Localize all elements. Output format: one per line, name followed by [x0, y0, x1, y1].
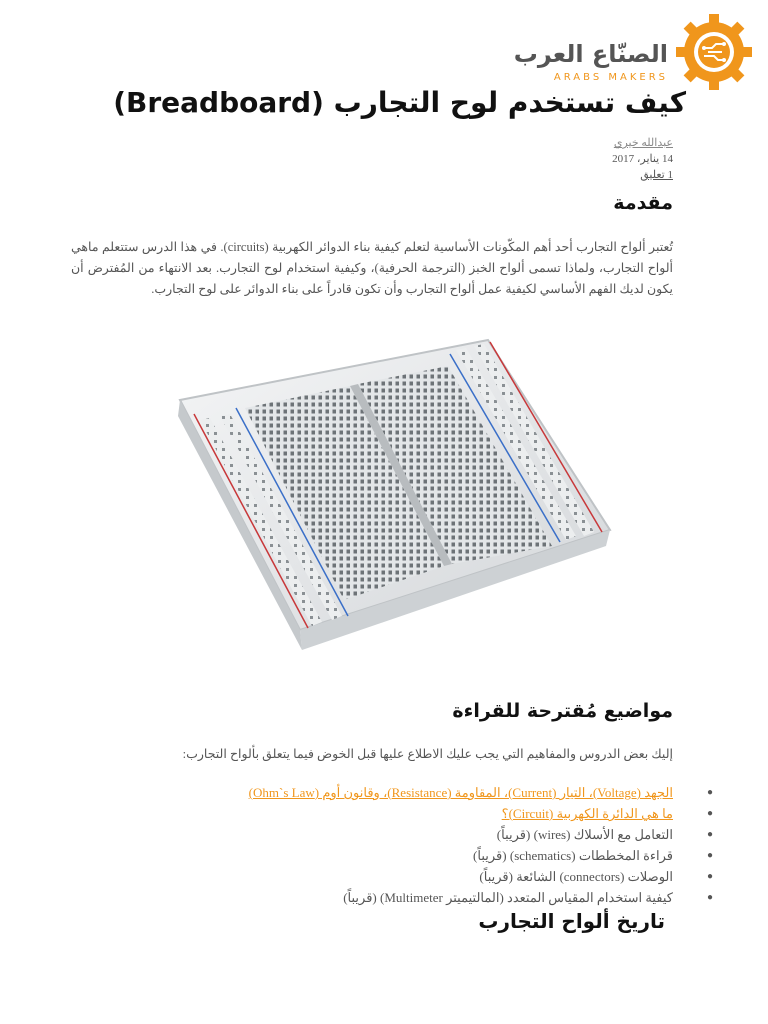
list-item: [113, 887, 713, 908]
bullet-icon: ●: [706, 829, 713, 840]
bullet-icon: ●: [706, 787, 713, 798]
list-item-text[interactable]: الجهد (Voltage)، التيار (Current)، المقاومة (Resistance)، وقانون أوم (Ohm`s Law): [248, 785, 673, 800]
list-item: [113, 824, 713, 845]
bullet-icon: ●: [706, 871, 713, 882]
list-item-text: كيفية استخدام المقياس المتعدد (المالتيميتر Multimeter) (قريباً): [343, 890, 673, 905]
logo-name-arabic: الصنّاع العرب: [513, 40, 668, 68]
list-item: [113, 845, 713, 866]
list-item-text[interactable]: ما هي الدائرة الكهربية (Circuit)؟: [501, 806, 673, 821]
breadboard-image: [100, 310, 668, 686]
bullet-icon: ●: [706, 892, 713, 903]
article-title: كيف تستخدم لوح التجارب (Breadboard): [113, 86, 686, 119]
author-link[interactable]: عبدالله خيري: [613, 137, 673, 149]
history-heading: تاريخ ألواح التجارب: [478, 909, 665, 933]
site-logo[interactable]: [513, 12, 752, 92]
list-item: [113, 866, 713, 887]
gear-logo-icon: [676, 14, 752, 90]
intro-heading: مقدمة: [613, 192, 673, 214]
list-item-link-circuit[interactable]: [113, 803, 713, 824]
topics-heading: مواضيع مُقترحة للقراءة: [452, 700, 673, 722]
bullet-icon: ●: [706, 808, 713, 819]
intro-paragraph: تُعتبر ألواح التجارب أحد أهم المكّونات الأساسية لتعلم كيفية بناء الدوائر الكهربية (circuits). في هذا الدرس ستتعلم ماهي ألواح التجارب، ولماذا تسمى ألواح الخبز (الترجمة الحرفية)، وكيفية استخدام لوح التجارب. بعد الانتهاء من المُفترض أن يكون لديك الفهم الأساسي لكيفية عمل ألواح التجارب وأن تكون قادراً على بناء الدوائر على لوح التجارب.: [71, 240, 673, 296]
topics-lead: إليك بعض الدروس والمفاهيم التي يجب عليك الاطلاع عليها قبل الخوض فيما يتعلق بألواح التجارب:: [182, 747, 673, 761]
list-item-text: الوصلات (connectors) الشائعة (قريباً): [479, 869, 673, 884]
list-item-text: التعامل مع الأسلاك (wires) (قريباً): [496, 827, 673, 842]
bullet-icon: ●: [706, 850, 713, 861]
list-item-text: قراءة المخططات (schematics) (قريباً): [473, 848, 673, 863]
comments-link[interactable]: 1 تعليق: [640, 169, 673, 181]
post-date: 14 يناير، 2017: [612, 153, 673, 165]
logo-name-english: ARABS MAKERS: [553, 72, 668, 83]
list-item-link-voltage[interactable]: [113, 782, 713, 803]
breadboard-illustration: [100, 310, 668, 686]
topics-list: [113, 782, 713, 908]
